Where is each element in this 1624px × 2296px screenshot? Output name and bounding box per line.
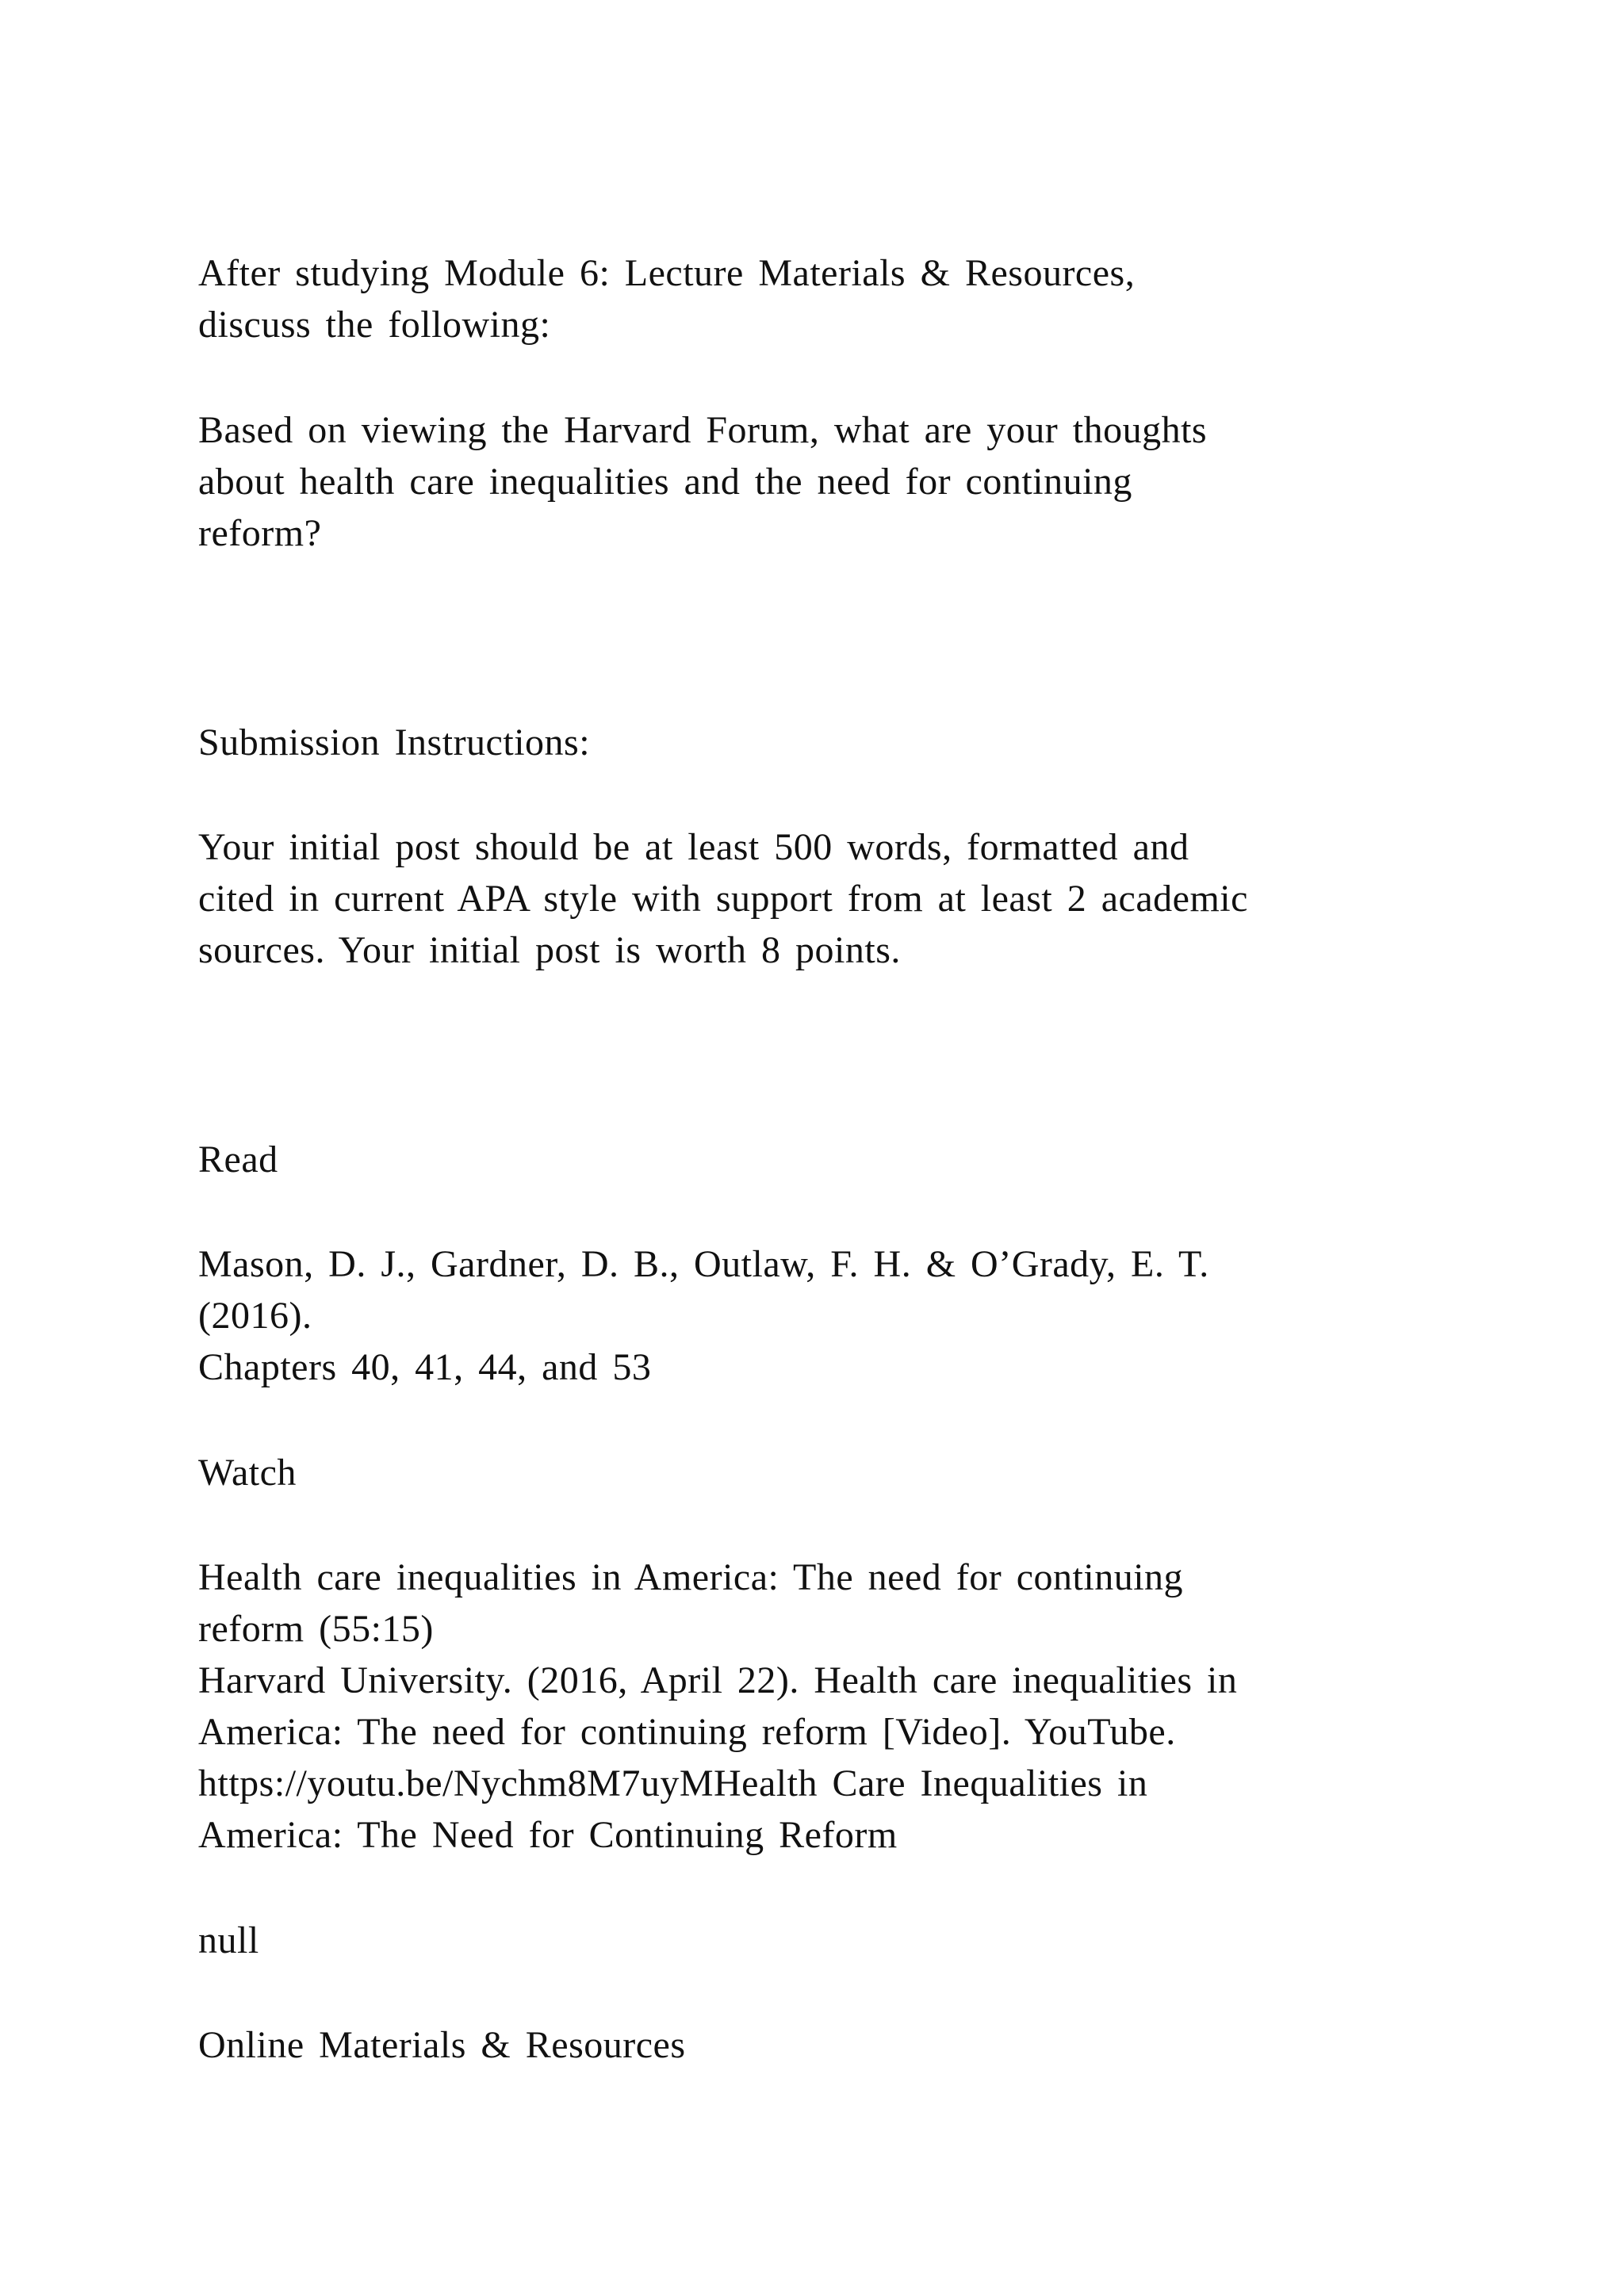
question-line-1: Based on viewing the Harvard Forum, what are your thoughts (198, 409, 1208, 451)
intro-line-1: After studying Module 6: Lecture Materials & Resources, (198, 252, 1136, 294)
instructions-line-2: cited in current APA style with support from at least 2 academic (198, 878, 1248, 920)
instructions-line-1: Your initial post should be at least 500 words, formatted and (198, 826, 1189, 868)
submission-heading: Submission Instructions: (198, 721, 591, 763)
question-line-2: about health care inequalities and the need for continuing (198, 461, 1132, 503)
reading-citation-line-1: Mason, D. J., Gardner, D. B., Outlaw, F. H. & O’Grady, E. T. (198, 1243, 1209, 1285)
online-resources-heading: Online Materials & Resources (198, 2024, 686, 2066)
watch-heading: Watch (198, 1452, 297, 1494)
video-title-line-1: Health care inequalities in America: The need for continuing (198, 1556, 1184, 1598)
video-citation-line-3: https://youtu.be/Nychm8M7uyMHealth Care Inequalities in (198, 1762, 1148, 1804)
null-text: null (198, 1919, 259, 1961)
video-citation-line-2: America: The need for continuing reform [Video]. YouTube. (198, 1711, 1176, 1753)
video-citation-line-4: America: The Need for Continuing Reform (198, 1814, 898, 1856)
question-line-3: reform? (198, 512, 322, 554)
instructions-line-3: sources. Your initial post is worth 8 points. (198, 929, 901, 971)
reading-chapters: Chapters 40, 41, 44, and 53 (198, 1346, 652, 1388)
video-title-line-2: reform (55:15) (198, 1608, 434, 1650)
video-citation-line-1: Harvard University. (2016, April 22). Health care inequalities in (198, 1659, 1238, 1701)
intro-line-2: discuss the following: (198, 304, 551, 346)
read-heading: Read (198, 1138, 278, 1181)
reading-citation-line-2: (2016). (198, 1295, 312, 1337)
